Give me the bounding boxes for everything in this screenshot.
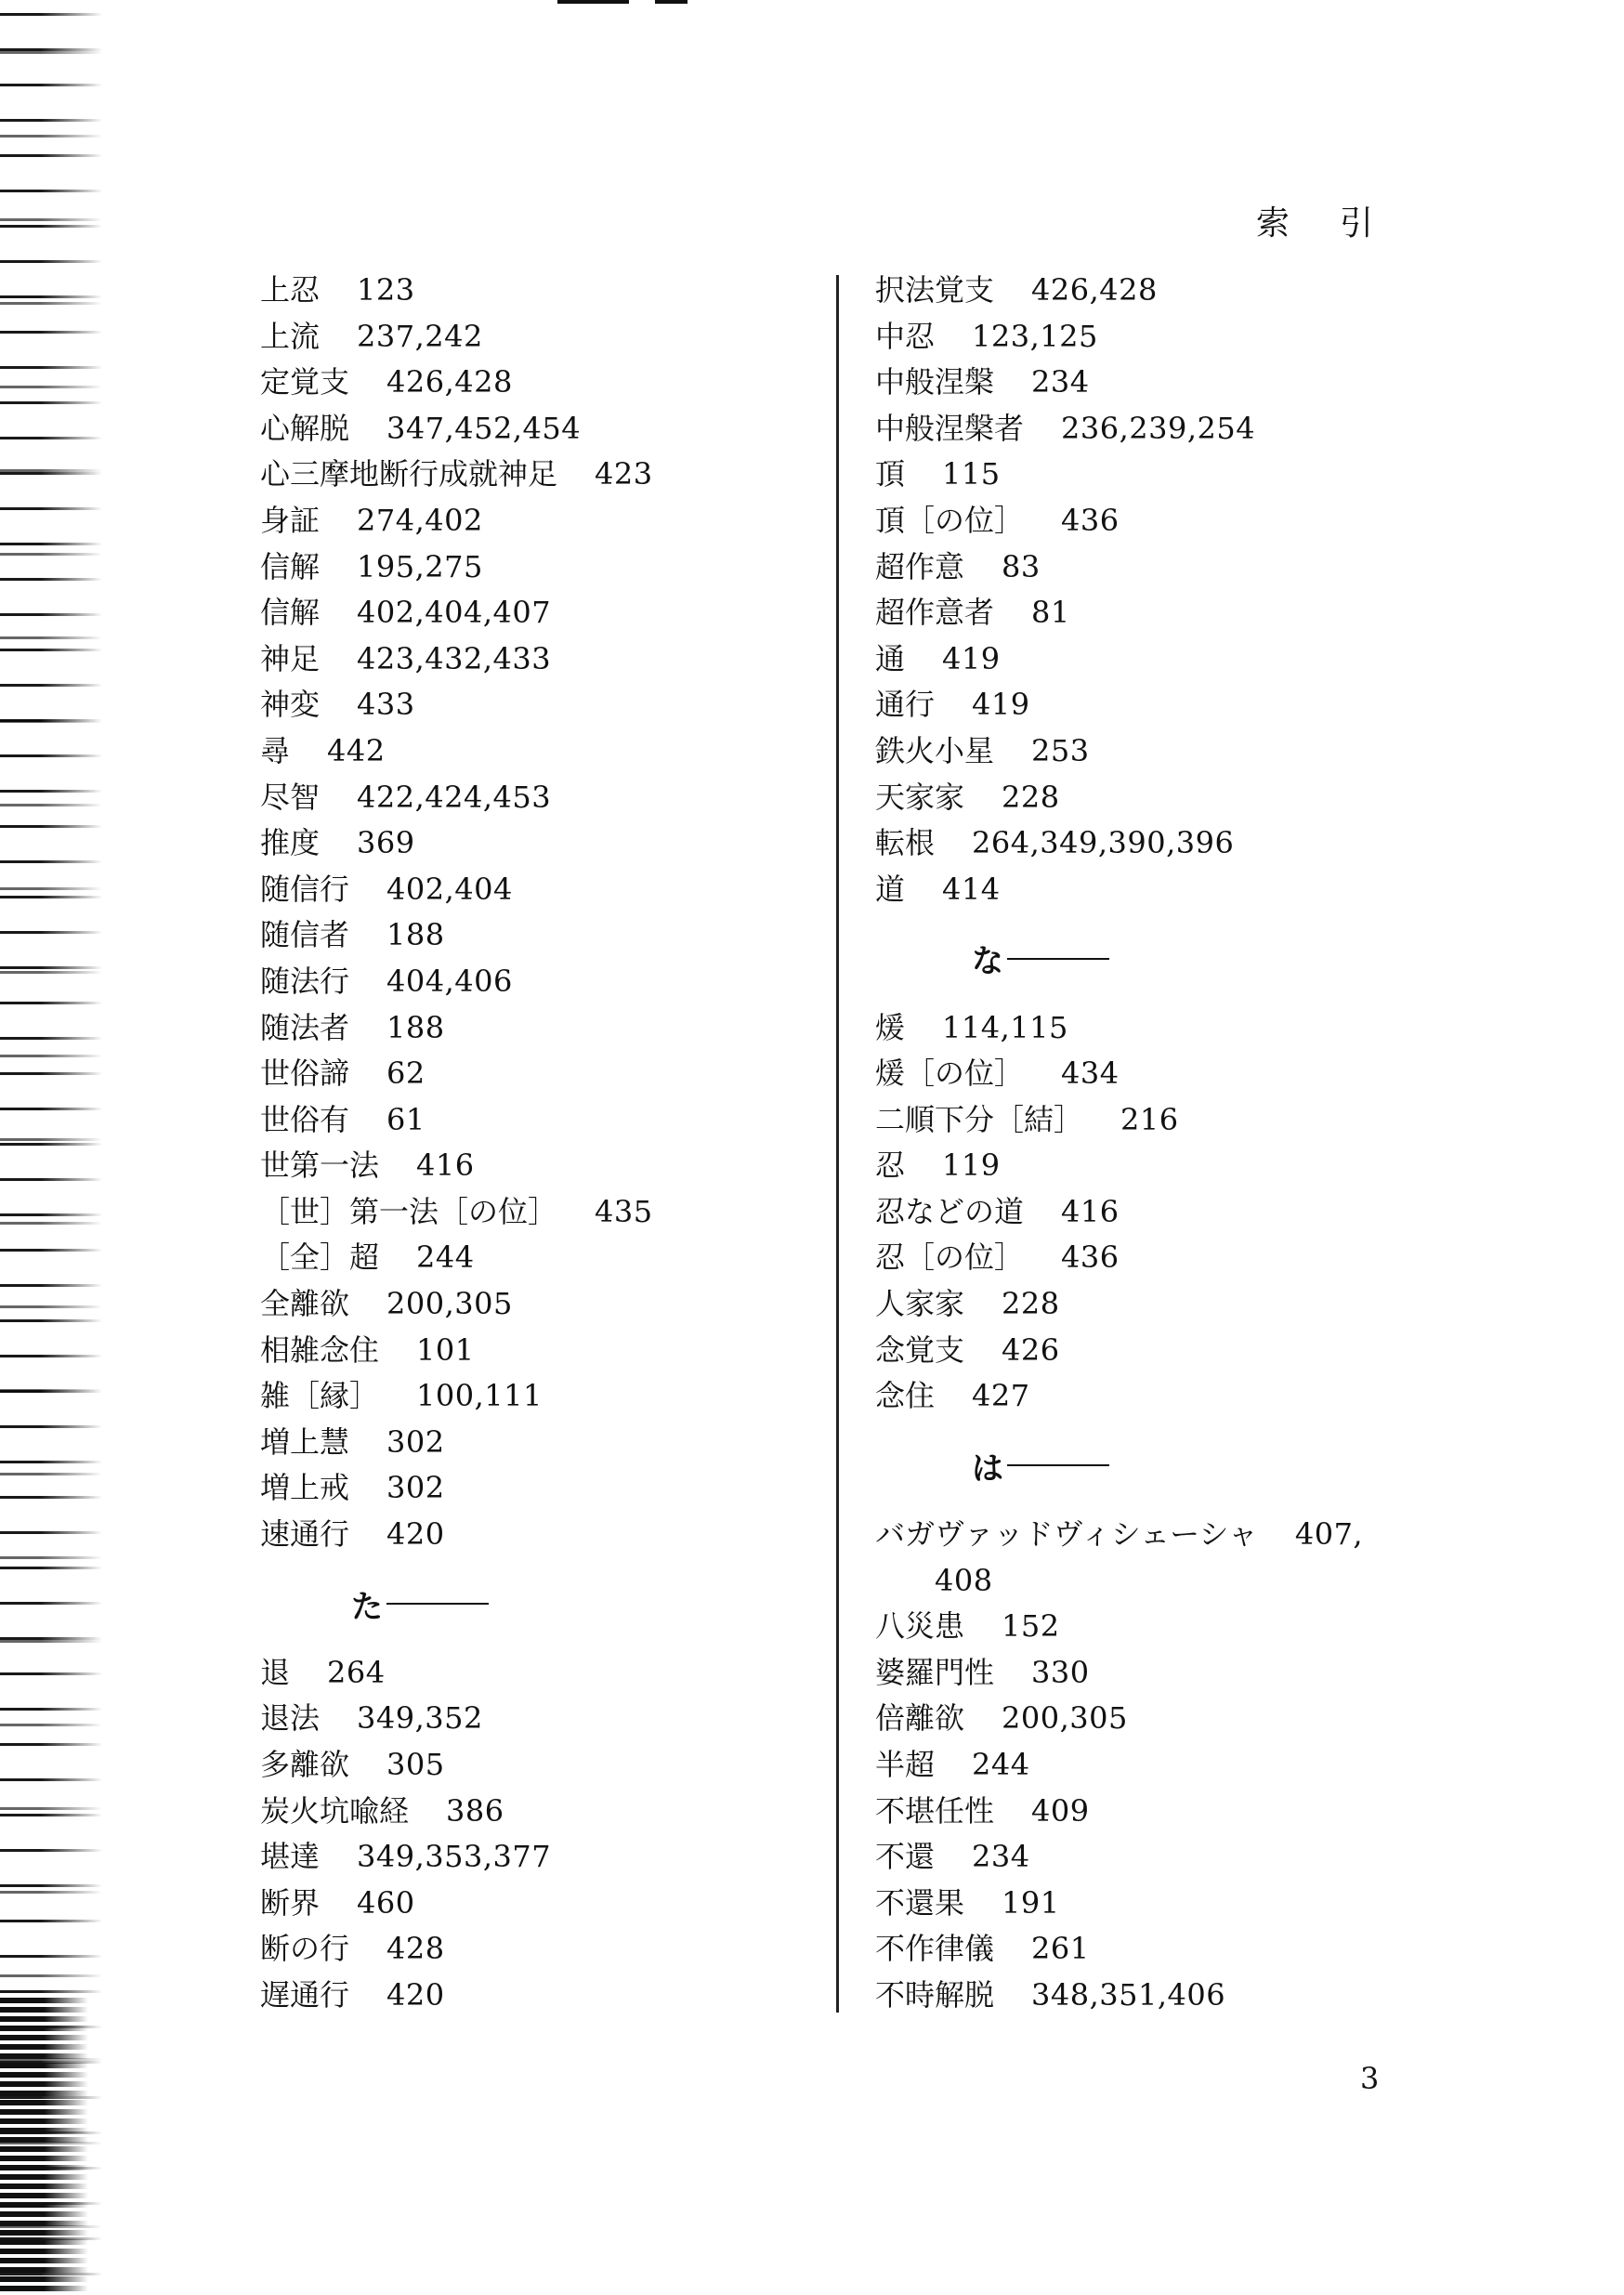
index-entry-term: 中般涅槃者 xyxy=(875,410,1025,446)
index-entry-pages: 200,305 xyxy=(1002,1700,1128,1737)
index-entry-pages: 408 xyxy=(935,1562,993,1598)
index-entry-pages: 402,404 xyxy=(386,871,513,907)
index-entry-pages: 228 xyxy=(1002,1286,1060,1322)
index-entry xyxy=(875,1328,1470,1374)
index-entry-term: 婆羅門性 xyxy=(875,1654,995,1690)
index-entry-pages: 244 xyxy=(972,1747,1030,1782)
index-entry-pages: 244 xyxy=(416,1239,475,1276)
index-entry-term: 全離欲 xyxy=(260,1286,350,1322)
index-entry xyxy=(260,1973,818,2019)
index-entry xyxy=(875,452,1470,498)
index-entry-term: ［世］第一法［の位］ xyxy=(260,1193,558,1229)
section-heading xyxy=(875,1420,1470,1512)
index-entry xyxy=(260,1189,818,1236)
index-entry-term: 定覚支 xyxy=(260,364,350,400)
index-entry xyxy=(260,1789,818,1835)
index-entry-term: 身証 xyxy=(260,502,321,538)
index-entry xyxy=(875,1143,1470,1189)
index-entry-term: 雑［縁］ xyxy=(260,1378,380,1414)
index-entry-term: 人家家 xyxy=(875,1286,965,1322)
index-entry-term: 心三摩地断行成就神足 xyxy=(260,456,558,492)
index-entry xyxy=(875,406,1470,452)
index-entry xyxy=(260,728,818,775)
index-entry-pages: 426,428 xyxy=(1031,272,1158,308)
index-entry-term: 半超 xyxy=(875,1747,936,1782)
index-entry-pages: 264,349,390,396 xyxy=(972,825,1235,861)
index-entry-pages: 419 xyxy=(942,640,1001,676)
index-entry-term: 忍［の位］ xyxy=(875,1239,1025,1276)
index-entry xyxy=(875,1604,1470,1650)
index-entry-pages: 433 xyxy=(357,687,415,723)
index-entry xyxy=(875,268,1470,314)
index-entry xyxy=(260,959,818,1005)
index-entry xyxy=(875,1696,1470,1742)
index-entry-pages: 61 xyxy=(386,1101,426,1137)
index-entry-continuation xyxy=(875,1558,1470,1605)
index-entry-term: 不堪任性 xyxy=(875,1792,995,1829)
index-entry-pages: 435 xyxy=(595,1193,653,1229)
page-number: 3 xyxy=(1360,2061,1380,2096)
index-entry-term: 随法者 xyxy=(260,1009,350,1045)
index-entry xyxy=(875,1512,1470,1558)
index-entry xyxy=(875,728,1470,775)
index-entry-term: 退 xyxy=(260,1654,291,1690)
section-heading-rule xyxy=(1007,1464,1109,1466)
index-entry xyxy=(875,1834,1470,1881)
index-entry-term: 上流 xyxy=(260,318,321,354)
index-entry xyxy=(260,590,818,636)
index-entry-term: 八災患 xyxy=(875,1608,965,1645)
index-entry-pages: 152 xyxy=(1002,1608,1060,1645)
index-entry-pages: 404,406 xyxy=(386,963,513,999)
column-divider xyxy=(836,275,839,2013)
index-entry-pages: 188 xyxy=(386,1009,445,1045)
index-entry-term: 信解 xyxy=(260,548,321,584)
scan-top-marks xyxy=(557,0,688,4)
index-entry-term: 退法 xyxy=(260,1700,321,1737)
index-entry xyxy=(875,1051,1470,1097)
index-entry xyxy=(875,498,1470,544)
index-entry-term: 二順下分［結］ xyxy=(875,1101,1084,1137)
index-entry-term: 不還果 xyxy=(875,1884,965,1921)
index-entry xyxy=(260,1328,818,1374)
index-entry xyxy=(260,1097,818,1144)
index-entry-pages: 419 xyxy=(972,687,1030,723)
index-entry xyxy=(260,1373,818,1420)
index-entry-pages: 264 xyxy=(327,1654,386,1690)
section-heading-rule xyxy=(386,1603,489,1605)
index-entry-pages: 347,452,454 xyxy=(386,410,582,446)
index-entry-pages: 407, xyxy=(1294,1516,1364,1553)
index-entry-pages: 81 xyxy=(1031,595,1070,631)
index-entry-term: 世俗諦 xyxy=(260,1056,350,1092)
index-entry-pages: 349,353,377 xyxy=(357,1839,552,1875)
index-entry-pages: 434 xyxy=(1061,1056,1120,1092)
index-entry-pages: 123 xyxy=(357,272,415,308)
index-entry-pages: 414 xyxy=(942,871,1001,907)
index-entry xyxy=(260,268,818,314)
index-entry-pages: 305 xyxy=(386,1747,445,1782)
index-entry-pages: 427 xyxy=(972,1378,1030,1414)
section-heading xyxy=(875,912,1470,1004)
index-entry-term: 中般涅槃 xyxy=(875,364,995,400)
index-entry xyxy=(875,1881,1470,1927)
index-entry xyxy=(875,820,1470,867)
index-entry xyxy=(260,1650,818,1697)
index-entry xyxy=(260,1465,818,1512)
index-entry-pages: 114,115 xyxy=(942,1009,1068,1045)
index-entry xyxy=(260,820,818,867)
index-entry-pages: 436 xyxy=(1061,502,1120,538)
index-entry xyxy=(260,1051,818,1097)
index-entry xyxy=(875,544,1470,591)
index-entry-term: 上忍 xyxy=(260,272,321,308)
index-entry xyxy=(875,1742,1470,1789)
index-entry-term: 信解 xyxy=(260,595,321,631)
index-entry xyxy=(260,636,818,683)
index-entry xyxy=(260,1834,818,1881)
index-entry-pages: 422,424,453 xyxy=(357,779,552,815)
index-entry-term: 尽智 xyxy=(260,779,321,815)
index-entry-pages: 402,404,407 xyxy=(357,595,552,631)
index-entry-pages: 123,125 xyxy=(972,318,1098,354)
index-entry-pages: 115 xyxy=(942,456,1001,492)
index-entry xyxy=(875,1281,1470,1328)
index-entry-pages: 236,239,254 xyxy=(1061,410,1256,446)
index-entry-pages: 349,352 xyxy=(357,1700,483,1737)
index-entry-pages: 188 xyxy=(386,917,445,953)
index-entry-term: 鉄火小星 xyxy=(875,732,995,768)
index-entry xyxy=(875,1235,1470,1281)
index-entry-term: 世俗有 xyxy=(260,1101,350,1137)
index-entry-term: 倍離欲 xyxy=(875,1700,965,1737)
index-entry xyxy=(260,406,818,452)
index-entry-pages: 234 xyxy=(1031,364,1090,400)
index-entry-pages: 426 xyxy=(1002,1331,1060,1368)
index-entry xyxy=(875,1189,1470,1236)
index-entry-term: 超作意者 xyxy=(875,595,995,631)
index-entry-term: 通 xyxy=(875,640,906,676)
index-entry-term: 煖 xyxy=(875,1009,906,1045)
index-entry-pages: 386 xyxy=(446,1792,504,1829)
index-entry-pages: 234 xyxy=(972,1839,1030,1875)
index-entry xyxy=(260,1005,818,1052)
index-entry-pages: 416 xyxy=(1061,1193,1120,1229)
index-entry xyxy=(260,1926,818,1973)
index-entry-term: 不還 xyxy=(875,1839,936,1875)
index-entry xyxy=(875,1373,1470,1420)
index-entry xyxy=(875,682,1470,728)
index-entry xyxy=(260,498,818,544)
index-entry-pages: 369 xyxy=(357,825,415,861)
index-entry xyxy=(260,544,818,591)
index-entry xyxy=(260,682,818,728)
index-entry-term: 随信者 xyxy=(260,917,350,953)
index-entry-term: 頂［の位］ xyxy=(875,502,1025,538)
index-entry-term: 択法覚支 xyxy=(875,272,995,308)
scan-margin-artifact xyxy=(0,0,102,2295)
index-entry xyxy=(875,360,1470,406)
index-entry xyxy=(875,1650,1470,1697)
index-entry xyxy=(260,452,818,498)
running-head: 索引 xyxy=(1256,204,1424,243)
index-entry-term: 心解脱 xyxy=(260,410,350,446)
index-entry-pages: 83 xyxy=(1002,548,1041,584)
index-entry xyxy=(260,1742,818,1789)
index-entry-term: 忍 xyxy=(875,1148,906,1184)
index-entry xyxy=(875,590,1470,636)
index-entry-pages: 216 xyxy=(1120,1101,1179,1137)
index-entry xyxy=(875,1789,1470,1835)
index-entry xyxy=(875,636,1470,683)
index-entry-term: 速通行 xyxy=(260,1516,350,1553)
index-entry xyxy=(260,1143,818,1189)
index-entry-term: 道 xyxy=(875,871,906,907)
index-entry-pages: 100,111 xyxy=(416,1378,543,1414)
index-entry-pages: 426,428 xyxy=(386,364,513,400)
index-column-left xyxy=(260,268,818,2019)
index-entry xyxy=(875,1926,1470,1973)
index-entry-term: 不時解脱 xyxy=(875,1976,995,2013)
index-entry-pages: 348,351,406 xyxy=(1031,1976,1226,2013)
index-entry-pages: 420 xyxy=(386,1516,445,1553)
index-entry xyxy=(260,1696,818,1742)
index-entry-term: 超作意 xyxy=(875,548,965,584)
index-entry xyxy=(260,1512,818,1558)
index-entry-term: 炭火坑喩経 xyxy=(260,1792,410,1829)
index-entry-term: 断の行 xyxy=(260,1931,350,1967)
index-entry xyxy=(875,1005,1470,1052)
index-entry-term: 煖［の位］ xyxy=(875,1056,1025,1092)
index-entry-pages: 62 xyxy=(386,1056,426,1092)
index-entry-term: 通行 xyxy=(875,687,936,723)
index-entry-pages: 200,305 xyxy=(386,1286,513,1322)
index-entry-term: 頂 xyxy=(875,456,906,492)
section-heading-kana: た xyxy=(351,1588,383,1626)
index-column-right xyxy=(875,268,1470,2019)
index-entry-term: 尋 xyxy=(260,732,291,768)
index-entry-term: 念覚支 xyxy=(875,1331,965,1368)
index-entry-pages: 228 xyxy=(1002,779,1060,815)
index-entry-term: 随信行 xyxy=(260,871,350,907)
index-entry xyxy=(875,1097,1470,1144)
index-entry-pages: 442 xyxy=(327,732,386,768)
section-heading-kana: な xyxy=(972,943,1003,981)
index-entry-term: 忍などの道 xyxy=(875,1193,1025,1229)
index-entry-term: 念住 xyxy=(875,1378,936,1414)
index-entry-pages: 253 xyxy=(1031,732,1090,768)
index-entry xyxy=(260,912,818,959)
index-entry-term: 遅通行 xyxy=(260,1976,350,2013)
index-entry-pages: 302 xyxy=(386,1423,445,1460)
scan-margin-artifact-lower xyxy=(0,1998,88,2295)
index-entry-pages: 423,432,433 xyxy=(357,640,552,676)
index-entry-pages: 237,242 xyxy=(357,318,483,354)
index-entry-term: 増上慧 xyxy=(260,1423,350,1460)
index-entry-pages: 119 xyxy=(942,1148,1001,1184)
index-entry-pages: 409 xyxy=(1031,1792,1090,1829)
index-entry-term: 増上戒 xyxy=(260,1470,350,1506)
index-entry xyxy=(260,867,818,913)
index-entry-term: 断界 xyxy=(260,1884,321,1921)
section-heading-kana: は xyxy=(972,1449,1003,1488)
index-entry xyxy=(260,314,818,361)
index-entry-term: 神変 xyxy=(260,687,321,723)
index-entry xyxy=(875,1973,1470,2019)
index-entry-term: 不作律儀 xyxy=(875,1931,995,1967)
index-entry xyxy=(260,1281,818,1328)
index-entry-term: 相雑念住 xyxy=(260,1331,380,1368)
index-entry xyxy=(260,1235,818,1281)
index-entry-term: ［全］超 xyxy=(260,1239,380,1276)
index-entry-pages: 101 xyxy=(416,1331,475,1368)
index-entry-pages: 428 xyxy=(386,1931,445,1967)
index-entry-term: 中忍 xyxy=(875,318,936,354)
section-heading xyxy=(260,1558,818,1650)
index-entry xyxy=(875,867,1470,913)
index-entry xyxy=(875,775,1470,821)
index-entry-term: バガヴァッドヴィシェーシャ xyxy=(875,1516,1258,1553)
index-entry xyxy=(260,360,818,406)
index-entry-term: 多離欲 xyxy=(260,1747,350,1782)
index-entry-pages: 195,275 xyxy=(357,548,483,584)
index-entry-term: 堪達 xyxy=(260,1839,321,1875)
index-entry-pages: 423 xyxy=(595,456,653,492)
index-entry-term: 世第一法 xyxy=(260,1148,380,1184)
index-entry xyxy=(875,314,1470,361)
index-entry-pages: 261 xyxy=(1031,1931,1090,1967)
index-entry-term: 神足 xyxy=(260,640,321,676)
section-heading-rule xyxy=(1007,958,1109,960)
index-entry-term: 転根 xyxy=(875,825,936,861)
index-entry-pages: 191 xyxy=(1002,1884,1060,1921)
index-entry-term: 天家家 xyxy=(875,779,965,815)
index-entry-pages: 330 xyxy=(1031,1654,1090,1690)
index-entry-pages: 416 xyxy=(416,1148,475,1184)
index-entry-pages: 274,402 xyxy=(357,502,483,538)
index-entry-pages: 420 xyxy=(386,1976,445,2013)
index-entry xyxy=(260,1420,818,1466)
index-entry-term: 推度 xyxy=(260,825,321,861)
index-entry xyxy=(260,775,818,821)
index-entry-pages: 302 xyxy=(386,1470,445,1506)
index-entry-pages: 460 xyxy=(357,1884,415,1921)
index-entry-pages: 436 xyxy=(1061,1239,1120,1276)
index-entry xyxy=(260,1881,818,1927)
index-entry-term: 随法行 xyxy=(260,963,350,999)
